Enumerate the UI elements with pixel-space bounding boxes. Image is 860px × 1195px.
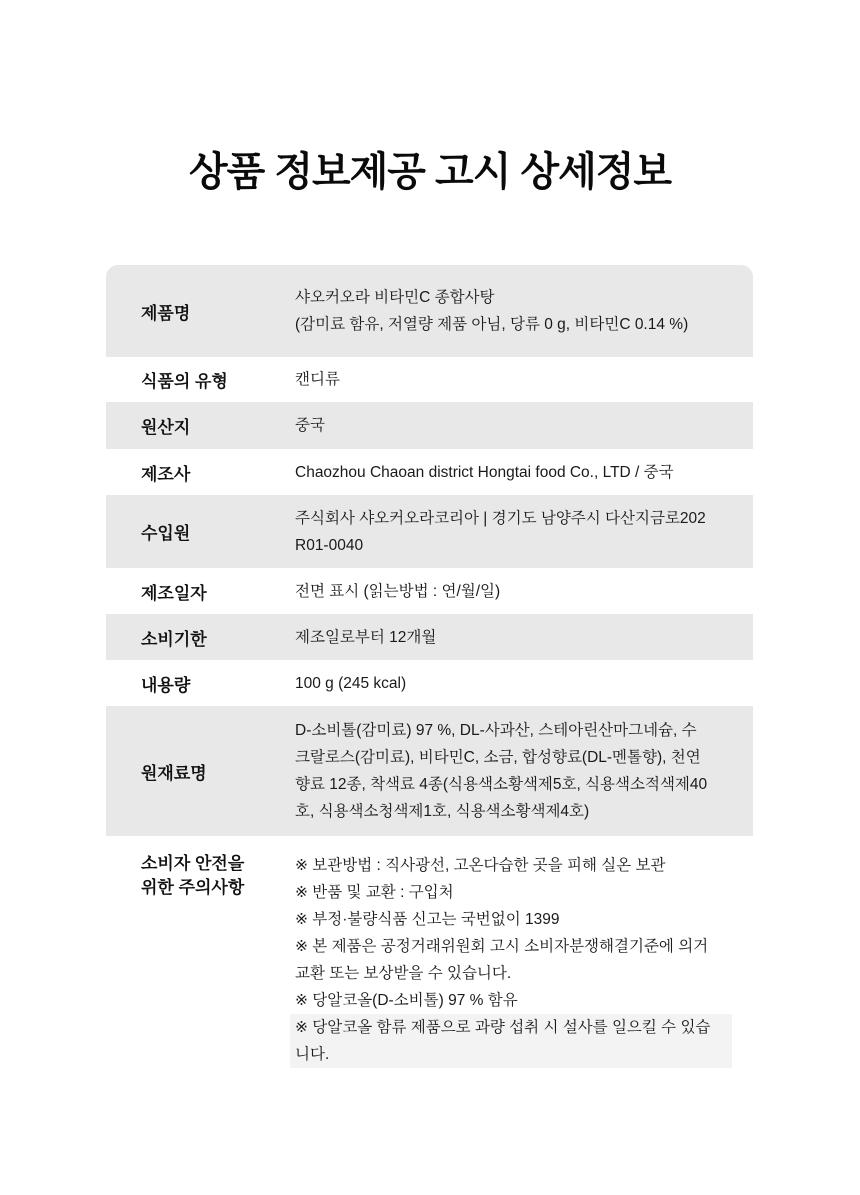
- row-label: 제조일자: [141, 583, 207, 603]
- row-value: [260, 670, 753, 697]
- row-label: 원산지: [141, 418, 191, 437]
- row-label: 수입원: [141, 524, 191, 543]
- row-label: 원재료명: [141, 763, 207, 783]
- page-title: 상품 정보제공 고시 상세정보: [188, 150, 672, 194]
- value-line: 100 g (245 kcal): [295, 674, 407, 692]
- caution-item: ※ 부정·불량식품 신고는 국번없이 1399: [295, 911, 560, 928]
- row-label: 내용량: [141, 675, 191, 695]
- value-line: 제조일로부터 12개월: [295, 628, 437, 646]
- value-line: 전면 표시 (읽는방법 : 연/월/일): [295, 582, 501, 600]
- row-manufacturer: [106, 449, 753, 495]
- caution-item: 교환 또는 보상받을 수 있습니다.: [295, 965, 512, 982]
- row-importer: [106, 495, 753, 568]
- caution-item: ※ 본 제품은 공정거래위원회 고시 소비자분쟁해결기준에 의거: [295, 938, 709, 955]
- row-value: [260, 412, 753, 439]
- value-line: D-소비톨(감미료) 97 %, DL-사과산, 스테아린산마그네슘, 수: [295, 722, 697, 739]
- row-value: [260, 717, 753, 825]
- row-label: 제조사: [141, 464, 191, 484]
- row-consumer-caution: [106, 836, 753, 1068]
- value-line: 샤오커오라 비타민C 종합사탕: [295, 289, 495, 306]
- caution-list: [290, 852, 753, 1068]
- value-line: 중국: [295, 417, 325, 434]
- label-line: 소비자 안전을: [141, 854, 245, 873]
- value-line: 캔디류: [295, 371, 340, 388]
- label-line: 위한 주의사항: [141, 878, 245, 897]
- row-label: 제품명: [141, 303, 191, 323]
- row-value: [260, 459, 753, 486]
- row-expiry: [106, 614, 753, 660]
- row-label: 소비기한: [141, 629, 207, 649]
- row-origin: [106, 402, 753, 449]
- caution-item-highlighted: 니다.: [290, 1041, 732, 1068]
- value-line: R01-0040: [295, 536, 364, 554]
- caution-item: ※ 반품 및 교환 : 구입처: [295, 884, 454, 901]
- product-info-table: [106, 265, 753, 1068]
- value-line: Chaozhou Chaoan district Hongtai food Co., LTD / 중국: [295, 463, 674, 481]
- value-line: 주식회사 샤오커오라코리아 | 경기도 남양주시 다산지금로202: [295, 509, 706, 527]
- caution-item: ※ 당알코올(D-소비톨) 97 % 함유: [295, 992, 518, 1009]
- row-value: [260, 366, 753, 393]
- row-food-type: [106, 357, 753, 402]
- row-volume: [106, 660, 753, 706]
- value-line: 향료 12종, 착색료 4종(식용색소황색제5호, 식용색소적색제40: [295, 776, 708, 793]
- value-line: 호, 식용색소청색제1호, 식용색소황색제4호): [295, 803, 590, 820]
- row-label: [106, 852, 260, 900]
- row-ingredients: [106, 706, 753, 836]
- caution-item: ※ 보관방법 : 직사광선, 고온다습한 곳을 피해 실온 보관: [295, 857, 666, 874]
- value-line: (감미료 함유, 저열량 제품 아님, 당류 0 g, 비타민C 0.14 %): [295, 316, 689, 333]
- row-manufacture-date: [106, 568, 753, 614]
- row-value: [260, 505, 753, 559]
- row-value: [260, 624, 753, 651]
- row-value: [260, 578, 753, 605]
- row-product-name: [106, 265, 753, 357]
- row-label: 식품의 유형: [141, 372, 228, 391]
- caution-item-highlighted: ※ 당알코올 함류 제품으로 과량 섭취 시 설사를 일으킬 수 있습: [290, 1014, 732, 1041]
- value-line: 크랄로스(감미료), 비타민C, 소금, 합성향료(DL-멘톨향), 천연: [295, 749, 701, 766]
- row-value: [260, 284, 753, 338]
